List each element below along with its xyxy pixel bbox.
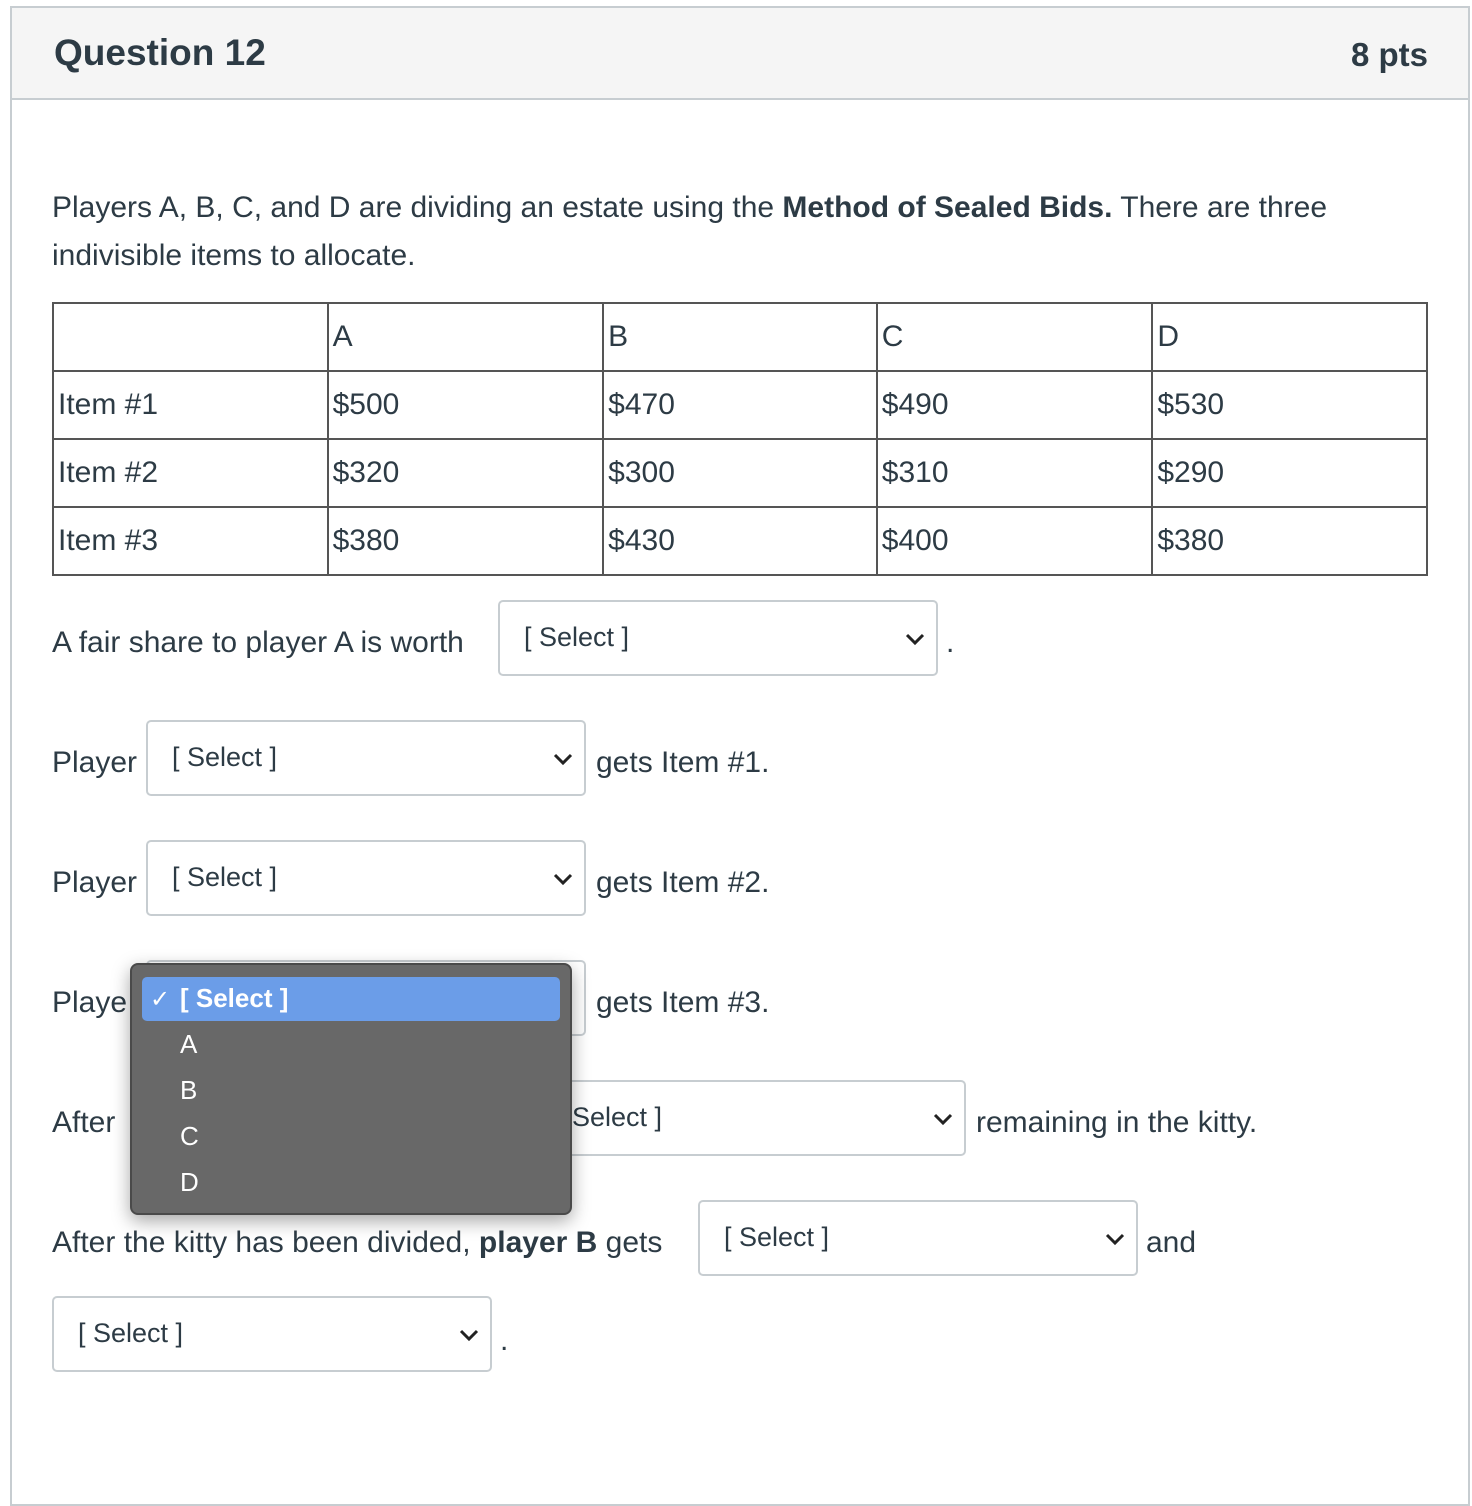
item3-dropdown-menu [130, 963, 572, 1215]
table-cell: $430 [603, 507, 877, 575]
table-row [53, 507, 1427, 575]
fair-share-label: A fair share to player A is worth [52, 626, 464, 659]
chevron-down-icon [552, 868, 574, 890]
select-placeholder: [ Select ] [172, 742, 278, 772]
player-label-1: Player [52, 746, 138, 779]
table-header-cell: C [877, 303, 1153, 371]
dropdown-option-select[interactable] [142, 977, 560, 1021]
kitty-suffix: remaining in the kitty. [976, 1106, 1258, 1139]
table-cell: $380 [1152, 507, 1427, 575]
item2-suffix: gets Item #2. [596, 866, 770, 899]
table-cell: $500 [328, 371, 604, 439]
divided-bold: player B [478, 1226, 598, 1259]
question-title: Question 12 [54, 32, 266, 73]
final-period: . [500, 1324, 509, 1357]
item2-player-select[interactable] [146, 840, 586, 916]
dropdown-option-label: C [180, 1121, 199, 1151]
select-placeholder: [ Select ] [172, 862, 278, 892]
kitty-select[interactable] [526, 1080, 966, 1156]
bids-table [52, 302, 1428, 576]
intro-bold: Method of Sealed Bids. [782, 191, 1113, 224]
table-cell: Item #3 [53, 507, 328, 575]
table-cell: $490 [877, 371, 1153, 439]
table-header-cell: B [603, 303, 877, 371]
table-cell: $310 [877, 439, 1153, 507]
divided-label [52, 1226, 662, 1260]
dropdown-option-c[interactable] [142, 1115, 560, 1159]
table-cell: $470 [603, 371, 877, 439]
select-placeholder: [ Select ] [724, 1222, 830, 1252]
player-b-and-select[interactable] [52, 1296, 492, 1372]
player-label-2: Player [52, 866, 138, 899]
player-label-3: Playe [52, 986, 128, 1019]
chevron-down-icon [904, 628, 926, 650]
table-header-cell: D [1152, 303, 1427, 371]
select-placeholder: [ Select ] [78, 1318, 184, 1348]
item3-suffix: gets Item #3. [596, 986, 770, 1019]
and-label: and [1146, 1226, 1197, 1259]
table-cell: $380 [328, 507, 604, 575]
after-label: After [52, 1106, 116, 1139]
question-points: 8 pts [1350, 36, 1428, 73]
dropdown-option-d[interactable] [142, 1161, 560, 1205]
item1-player-select[interactable] [146, 720, 586, 796]
select-placeholder: [ Select ] [524, 622, 630, 652]
chevron-down-icon [1104, 1228, 1126, 1250]
table-cell: $530 [1152, 371, 1427, 439]
question-intro [52, 184, 1392, 280]
table-cell: Item #2 [53, 439, 328, 507]
fair-share-select[interactable] [498, 600, 938, 676]
chevron-down-icon [458, 1324, 480, 1346]
divided-text-2: gets [597, 1226, 663, 1259]
intro-text-1: Players A, B, C, and D are dividing an estate using the [52, 191, 783, 224]
dropdown-option-label: D [180, 1167, 199, 1197]
table-row [53, 371, 1427, 439]
question-header [12, 8, 1468, 100]
table-cell: $290 [1152, 439, 1427, 507]
dropdown-option-b[interactable] [142, 1069, 560, 1113]
fair-share-period: . [946, 626, 955, 659]
dropdown-option-label: [ Select ] [180, 983, 289, 1013]
table-row [53, 439, 1427, 507]
table-cell: $320 [328, 439, 604, 507]
table-header-cell [53, 303, 328, 371]
intro-text-2: There are three indivisible items to allocate. [52, 191, 1328, 272]
table-cell: $400 [877, 507, 1153, 575]
player-b-gets-select[interactable] [698, 1200, 1138, 1276]
table-header-row [53, 303, 1427, 371]
divided-text-1: After the kitty has been divided, [52, 1226, 479, 1259]
select-placeholder-partial: Select ] [572, 1102, 663, 1132]
table-header-cell: A [328, 303, 604, 371]
table-cell: $300 [603, 439, 877, 507]
dropdown-option-a[interactable] [142, 1023, 560, 1067]
checkmark-icon: ✓ [150, 986, 171, 1013]
item1-suffix: gets Item #1. [596, 746, 770, 779]
dropdown-option-label: B [180, 1075, 198, 1105]
table-cell: Item #1 [53, 371, 328, 439]
chevron-down-icon [932, 1108, 954, 1130]
chevron-down-icon [552, 748, 574, 770]
dropdown-option-label: A [180, 1029, 198, 1059]
